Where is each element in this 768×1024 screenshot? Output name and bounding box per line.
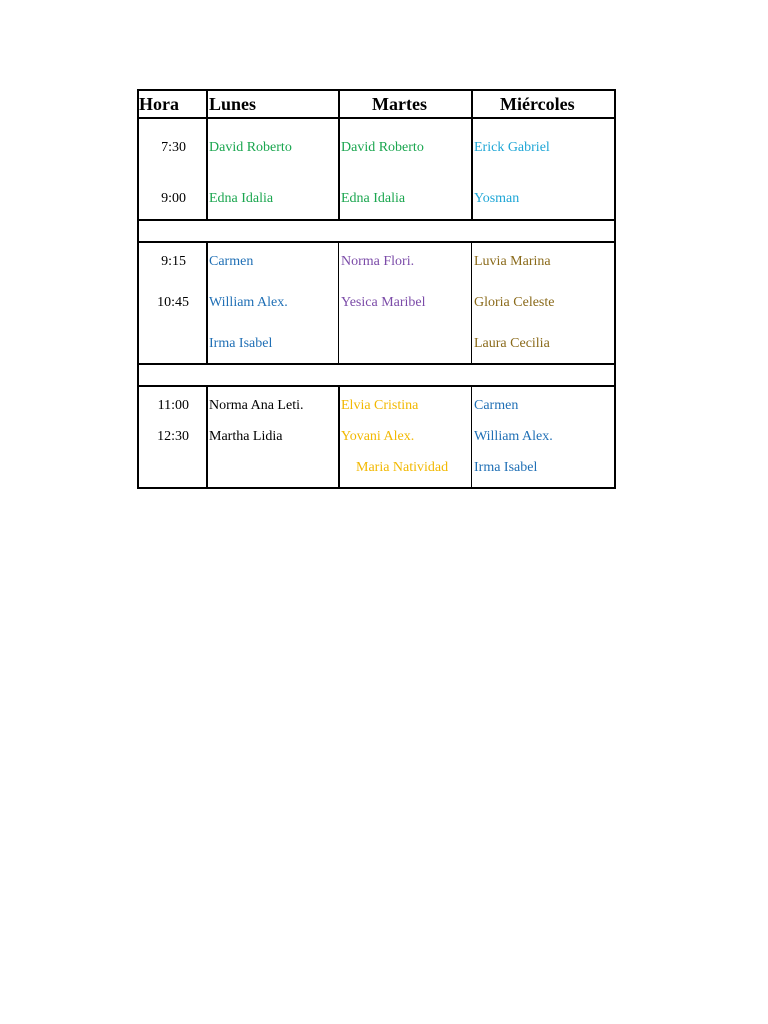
block1-divider-martes [471,117,473,221]
block1-miercoles-2: Yosman [474,191,520,206]
block2-divider-martes [471,241,472,365]
block2-lunes-1: Carmen [209,254,254,269]
block2-lunes-3: Irma Isabel [209,336,273,351]
block3-miercoles-3: Irma Isabel [474,460,538,475]
block3-time-end: 12:30 [157,429,189,444]
block2-divider-hora [206,241,208,365]
block3-divider-martes [471,385,472,489]
break-row-1 [137,219,616,243]
block2-time-end: 10:45 [157,295,189,310]
block2-miercoles-2: Gloria Celeste [474,295,555,310]
block1-miercoles-1: Erick Gabriel [474,140,550,155]
block3-martes-3: Maria Natividad [356,460,449,475]
block3-miercoles-2: William Alex. [474,429,553,444]
block1-time-start: 7:30 [161,140,186,155]
block3-martes-1: Elvia Cristina [341,398,419,413]
break-row-2 [137,363,616,387]
block1-lunes-2: Edna Idalia [209,191,274,206]
block3-divider-lunes [338,385,340,489]
block1-martes-1: David Roberto [341,140,424,155]
block2-lunes-2: William Alex. [209,295,288,310]
block3-lunes-1: Norma Ana Leti. [209,398,304,413]
block1-martes-2: Edna Idalia [341,191,406,206]
header-miercoles: Miércoles [500,94,575,114]
header-lunes: Lunes [209,94,257,114]
header-hora: Hora [139,94,179,114]
header-divider-lunes [338,89,340,119]
block3-divider-hora [206,385,208,489]
header-divider-martes [471,89,473,119]
block1-lunes-1: David Roberto [209,140,292,155]
block2-divider-lunes [338,241,339,365]
header-divider-hora [206,89,208,119]
block3-martes-2: Yovani Alex. [341,429,415,444]
block2-miercoles-3: Laura Cecilia [474,336,550,351]
block1-time-end: 9:00 [161,191,186,206]
block2-time-start: 9:15 [161,254,186,269]
block1-divider-lunes [338,117,340,221]
block3-time-start: 11:00 [157,398,189,413]
block3-lunes-2: Martha Lidia [209,429,283,444]
block1-divider-hora [206,117,208,221]
block2-martes-1: Norma Flori. [341,254,415,269]
block2-martes-2: Yesica Maribel [341,295,426,310]
header-martes: Martes [372,94,427,114]
block2-miercoles-1: Luvia Marina [474,254,551,269]
block3-miercoles-1: Carmen [474,398,519,413]
